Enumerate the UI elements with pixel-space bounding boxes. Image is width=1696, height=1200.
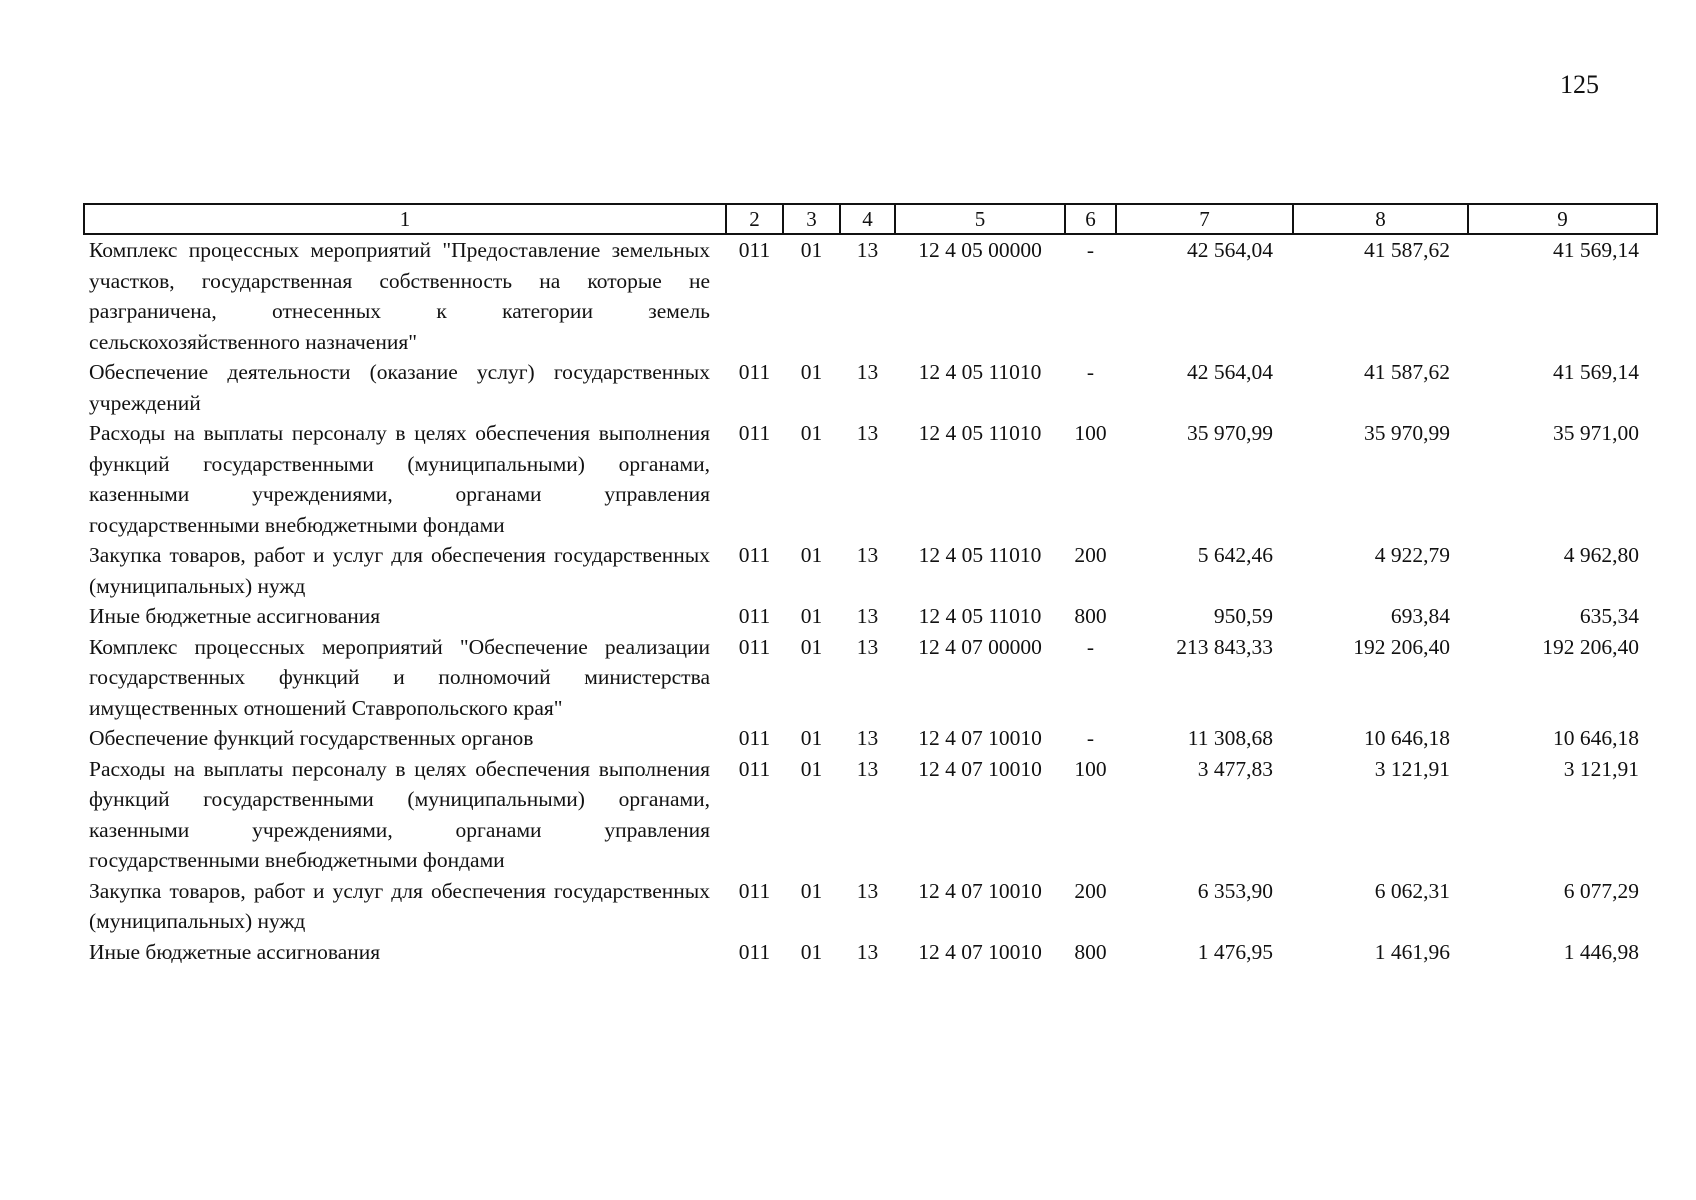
code-expense-type: 200 <box>1074 543 1107 567</box>
code-subsection: 13 <box>856 604 879 628</box>
amount-col-8: 41 587,62 <box>1364 360 1450 384</box>
table-row <box>84 540 1657 601</box>
code-expense-type: - <box>1086 238 1095 262</box>
amount-col-9: 635,34 <box>1579 604 1639 628</box>
table-row <box>84 876 1657 937</box>
code-target-item: 12 4 07 10010 <box>918 756 1042 781</box>
code-ministry: 011 <box>738 360 771 384</box>
table-header-row <box>84 204 1657 234</box>
code-section: 01 <box>800 726 823 750</box>
code-target-item: 12 4 05 11010 <box>918 604 1042 628</box>
code-expense-type: 800 <box>1074 939 1107 964</box>
code-target-item: 12 4 05 11010 <box>918 421 1042 445</box>
row-description: Расходы на выплаты персоналу в целях обеспечения выполнения функций государственными (муниципальными) органами, казенными учреждениями, органами управления государственными внебюджетными фондами <box>89 756 710 872</box>
code-section: 01 <box>800 360 823 384</box>
page-number: 125 <box>1560 70 1599 99</box>
code-subsection: 13 <box>856 543 879 567</box>
code-subsection: 13 <box>856 726 879 750</box>
code-expense-type: - <box>1086 634 1095 659</box>
amount-col-9: 3 121,91 <box>1563 756 1639 781</box>
code-ministry: 011 <box>738 878 771 903</box>
column-header: 3 <box>783 204 840 234</box>
code-section: 01 <box>800 238 823 262</box>
table-row <box>84 937 1657 968</box>
code-subsection: 13 <box>856 421 879 445</box>
code-expense-type: 200 <box>1074 878 1107 903</box>
amount-col-9: 4 962,80 <box>1563 543 1639 567</box>
code-subsection: 13 <box>856 878 879 903</box>
column-header: 6 <box>1065 204 1116 234</box>
code-ministry: 011 <box>738 604 771 628</box>
amount-col-7: 6 353,90 <box>1197 878 1273 903</box>
amount-col-7: 950,59 <box>1213 604 1273 628</box>
row-description: Закупка товаров, работ и услуг для обеспечения государственных (муниципальных) нужд <box>89 878 710 933</box>
code-ministry: 011 <box>738 939 771 964</box>
code-section: 01 <box>800 939 823 964</box>
amount-col-7: 1 476,95 <box>1197 939 1273 964</box>
table-row <box>84 601 1657 632</box>
code-expense-type: - <box>1086 726 1095 750</box>
amount-col-8: 4 922,79 <box>1374 543 1450 567</box>
amount-col-9: 6 077,29 <box>1563 878 1639 903</box>
row-description: Комплекс процессных мероприятий "Предоставление земельных участков, государственная собственность на которые не разграничена, отнесенных к категории земель сельскохозяйственного назначения" <box>89 238 710 354</box>
row-description: Расходы на выплаты персоналу в целях обеспечения выполнения функций государственными (муниципальными) органами, казенными учреждениями, органами управления государственными внебюджетными фондами <box>89 421 710 537</box>
amount-col-9: 41 569,14 <box>1553 238 1639 262</box>
row-description: Обеспечение деятельности (оказание услуг) государственных учреждений <box>89 360 710 415</box>
amount-col-8: 192 206,40 <box>1353 634 1450 659</box>
amount-col-8: 35 970,99 <box>1364 421 1450 445</box>
code-target-item: 12 4 07 10010 <box>918 726 1042 750</box>
amount-col-8: 1 461,96 <box>1374 939 1450 964</box>
code-expense-type: - <box>1086 360 1095 384</box>
amount-col-8: 6 062,31 <box>1374 878 1450 903</box>
code-expense-type: 800 <box>1074 604 1107 628</box>
code-expense-type: 100 <box>1074 756 1107 781</box>
column-header: 5 <box>895 204 1065 234</box>
amount-col-9: 10 646,18 <box>1553 726 1639 750</box>
table-row <box>84 234 1657 357</box>
amount-col-8: 693,84 <box>1390 604 1450 628</box>
amount-col-7: 5 642,46 <box>1197 543 1273 567</box>
code-section: 01 <box>800 543 823 567</box>
code-section: 01 <box>800 604 823 628</box>
code-ministry: 011 <box>738 634 771 659</box>
table-row <box>84 754 1657 876</box>
column-header: 4 <box>840 204 895 234</box>
column-header: 9 <box>1468 204 1657 234</box>
code-ministry: 011 <box>738 238 771 262</box>
code-ministry: 011 <box>738 726 771 750</box>
code-target-item: 12 4 05 11010 <box>918 543 1042 567</box>
code-ministry: 011 <box>738 756 771 781</box>
budget-table <box>83 203 1658 967</box>
code-target-item: 12 4 07 10010 <box>918 878 1042 903</box>
table-row <box>84 357 1657 418</box>
column-header: 8 <box>1293 204 1468 234</box>
row-description: Комплекс процессных мероприятий "Обеспечение реализации государственных функций и полномочий министерства имущественных отношений Ставропольского края" <box>89 634 710 720</box>
table-row <box>84 418 1657 540</box>
code-ministry: 011 <box>738 543 771 567</box>
amount-col-8: 10 646,18 <box>1364 726 1450 750</box>
code-target-item: 12 4 05 00000 <box>918 238 1042 262</box>
column-header: 1 <box>84 204 726 234</box>
code-ministry: 011 <box>738 421 771 445</box>
row-description: Закупка товаров, работ и услуг для обеспечения государственных (муниципальных) нужд <box>89 543 710 598</box>
code-subsection: 13 <box>856 360 879 384</box>
code-target-item: 12 4 07 10010 <box>918 939 1042 964</box>
row-description: Обеспечение функций государственных органов <box>89 726 534 750</box>
code-section: 01 <box>800 421 823 445</box>
amount-col-8: 3 121,91 <box>1374 756 1450 781</box>
code-section: 01 <box>800 634 823 659</box>
amount-col-9: 192 206,40 <box>1542 634 1639 659</box>
amount-col-7: 11 308,68 <box>1187 726 1273 750</box>
code-target-item: 12 4 07 00000 <box>918 634 1042 659</box>
amount-col-8: 41 587,62 <box>1364 238 1450 262</box>
amount-col-7: 42 564,04 <box>1187 360 1273 384</box>
row-description: Иные бюджетные ассигнования <box>89 604 381 628</box>
amount-col-7: 213 843,33 <box>1176 634 1273 659</box>
code-subsection: 13 <box>856 939 879 964</box>
amount-col-7: 42 564,04 <box>1187 238 1273 262</box>
amount-col-7: 3 477,83 <box>1197 756 1273 781</box>
code-subsection: 13 <box>856 756 879 781</box>
column-header: 7 <box>1116 204 1293 234</box>
amount-col-7: 35 970,99 <box>1187 421 1273 445</box>
table-body <box>84 234 1657 967</box>
code-subsection: 13 <box>856 634 879 659</box>
row-description: Иные бюджетные ассигнования <box>89 939 381 964</box>
code-target-item: 12 4 05 11010 <box>918 360 1042 384</box>
code-subsection: 13 <box>856 238 879 262</box>
code-expense-type: 100 <box>1074 421 1107 445</box>
amount-col-9: 1 446,98 <box>1563 939 1639 964</box>
column-header: 2 <box>726 204 783 234</box>
table-row <box>84 632 1657 724</box>
table-row <box>84 723 1657 754</box>
code-section: 01 <box>800 878 823 903</box>
amount-col-9: 35 971,00 <box>1553 421 1639 445</box>
code-section: 01 <box>800 756 823 781</box>
amount-col-9: 41 569,14 <box>1553 360 1639 384</box>
